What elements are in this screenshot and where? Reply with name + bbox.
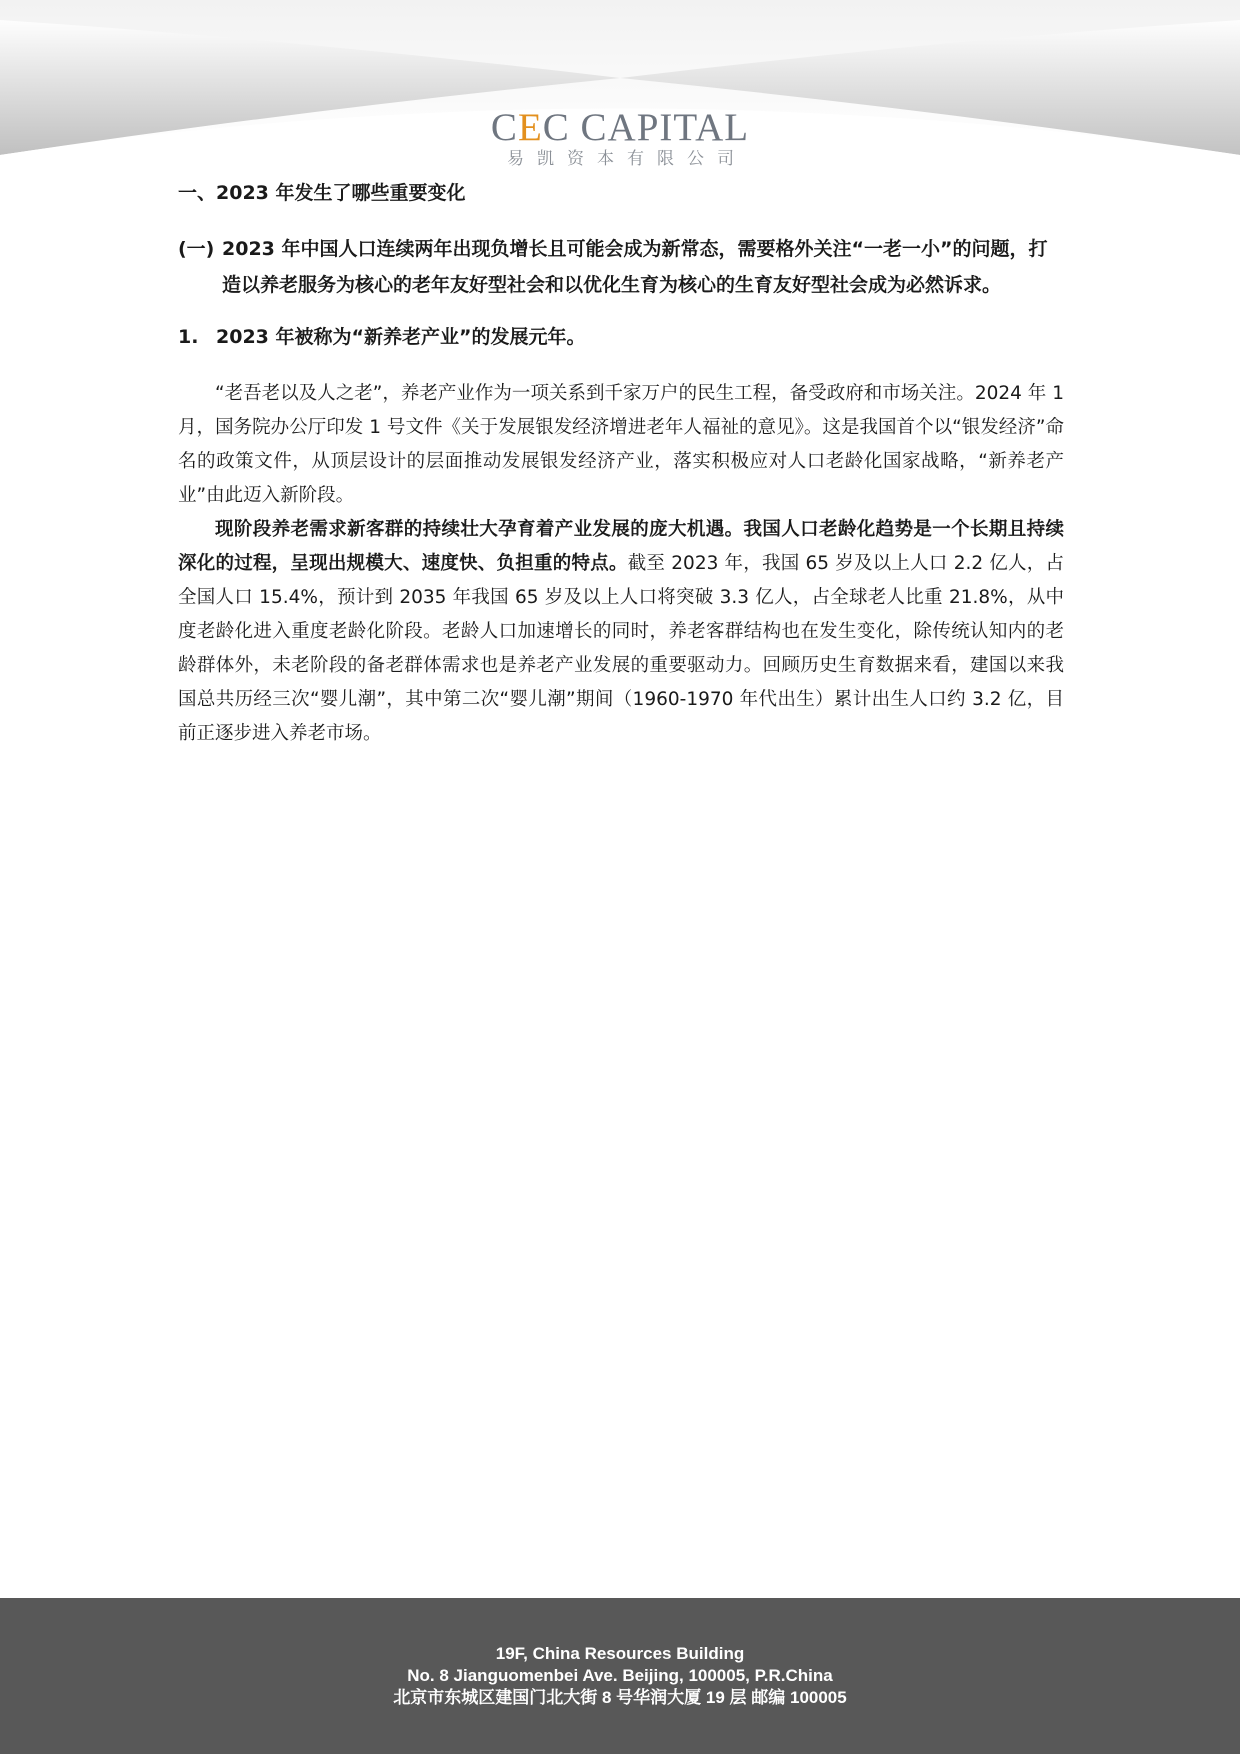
company-logo	[0, 108, 1240, 170]
footer-address-line-3: 北京市东城区建国门北大街 8 号华润大厦 19 层 邮编 100005	[393, 1688, 847, 1707]
subsection-text: 2023 年中国人口连续两年出现负增长且可能会成为新常态，需要格外关注“一老一小”的问题，打造以养老服务为核心的老年友好型社会和以优化生育为核心的生育友好型社会成为必然诉求。	[222, 238, 1048, 296]
logo-subtitle: 易凯资本有限公司	[507, 149, 747, 169]
footer-address-line-2: No. 8 Jianguomenbei Ave. Beijing, 100005, P.R.China	[407, 1666, 833, 1685]
paragraph-1: “老吾老以及人之老”，养老产业作为一项关系到千家万户的民生工程，备受政府和市场关注。2024 年 1 月，国务院办公厅印发 1 号文件《关于发展银发经济增进老年人福祉的意见》。这是我国首个以“银发经济”命名的政策文件，从顶层设计的层面推动发展银发经济产业，落实积极应对人口老龄化国家战略，“新养老产业”由此迈入新阶段。	[178, 383, 1064, 506]
section-title: 一、2023 年发生了哪些重要变化	[178, 182, 466, 204]
footer-address-line-1: 19F, China Resources Building	[495, 1644, 745, 1663]
point-number: 1.	[178, 326, 199, 348]
point-heading	[178, 319, 1064, 355]
paragraph-2-lead: 现阶段养老需求新客群的持续壮大孕育着产业发展的庞大机遇。我国人口老龄化趋势是一个长期且持续深化的过程，呈现出规模大、速度快、负担重的特点。	[178, 519, 1064, 574]
paragraph-2	[178, 513, 1064, 751]
document-body	[178, 175, 1064, 751]
subsection-number: (一)	[178, 238, 215, 260]
footer	[0, 1598, 1240, 1754]
subsection-heading	[178, 231, 1064, 303]
point-text: 2023 年被称为“新养老产业”的发展元年。	[216, 326, 586, 348]
paragraph-2-body: 截至 2023 年，我国 65 岁及以上人口 2.2 亿人，占全国人口 15.4%，预计到 2035 年我国 65 岁及以上人口将突破 3.3 亿人，占全球老人比重 21.8%，从中度老龄化进入重度老龄化阶段。老龄人口加速增长的同时，养老客群结构也在发生变化，除传统认知内的老龄群体外，未老阶段的备老群体需求也是养老产业发展的重要驱动力。回顾历史生育数据来看，建国以来我国总共历经三次“婴儿潮”，其中第二次“婴儿潮”期间（1960-1970 年代出生）累计出生人口约 3.2 亿，目前正逐步进入养老市场。	[178, 553, 1064, 744]
logo-wordmark: CEC CAPITAL	[490, 106, 750, 149]
